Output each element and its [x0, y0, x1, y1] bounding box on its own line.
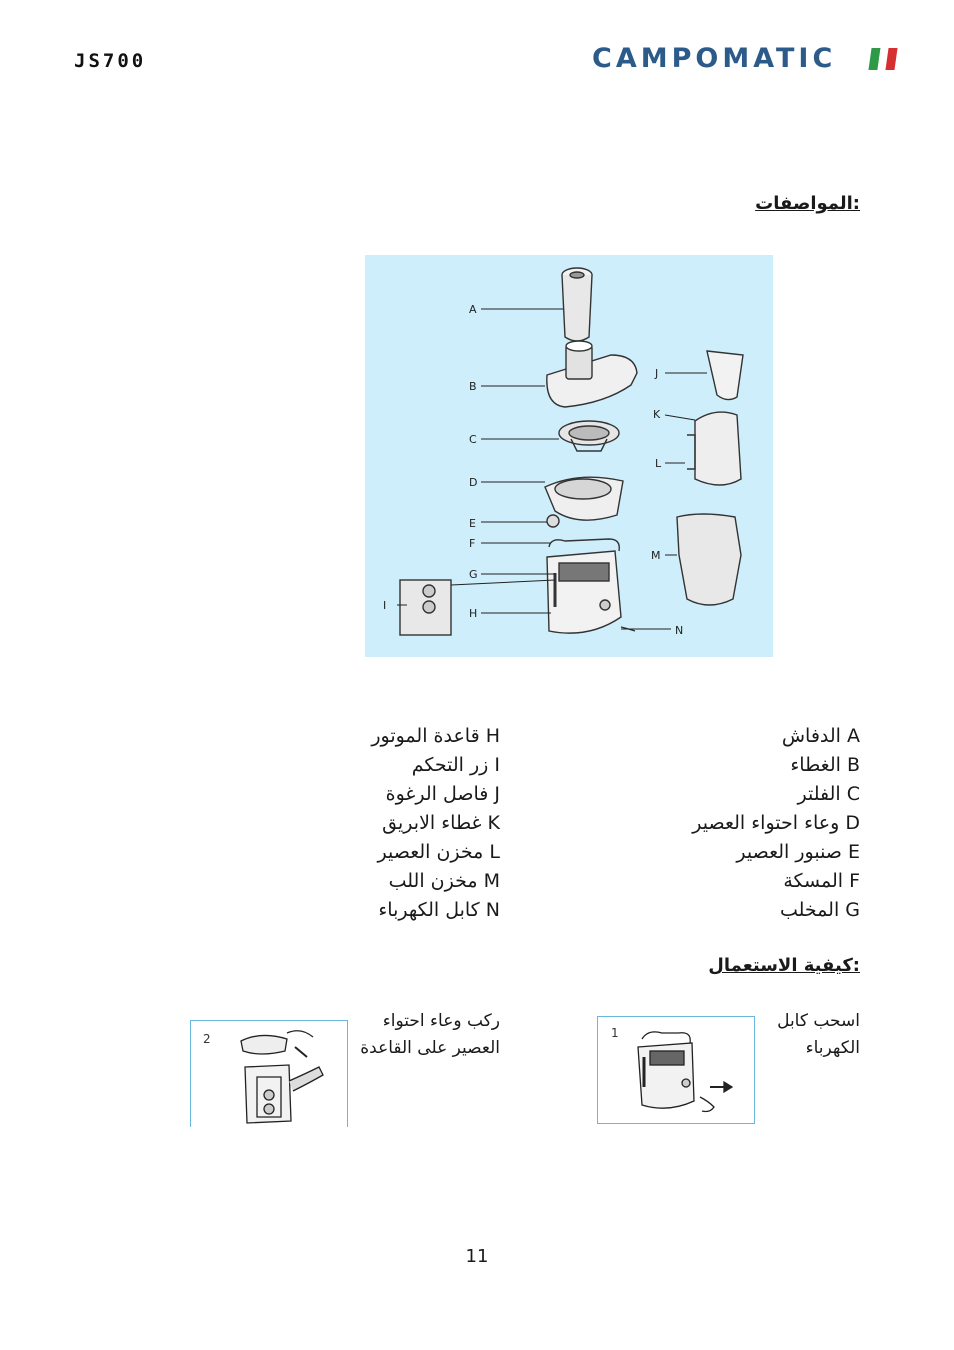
exploded-parts-diagram [365, 255, 773, 657]
part-item: K غطاء الابريق [382, 812, 500, 834]
diagram-label-l: L [655, 457, 662, 470]
diagram-label-n: N [675, 624, 684, 637]
part-item: H قاعدة الموتور [371, 725, 500, 747]
part-item: A الدفاش [781, 725, 860, 747]
step-2-illustration [190, 1020, 348, 1127]
attach-collector-drawing [191, 1021, 347, 1127]
diagram-label-a: A [469, 303, 477, 316]
diagram-label-h: H [469, 607, 478, 620]
usage-heading: :كيفية الاستعمال [708, 955, 860, 976]
part-item: L مخزن العصير [377, 841, 500, 863]
part-item: I زر التحكم [411, 754, 500, 776]
part-item: B الغطاء [790, 754, 860, 776]
diagram-label-j: J [655, 367, 659, 380]
froth-separator-part [707, 351, 743, 400]
diagram-label-i: I [383, 599, 387, 612]
pusher-part [562, 268, 592, 341]
diagram-label-c: C [469, 433, 477, 446]
step-1-text: اسحب كابل الكهرباء [777, 1011, 860, 1058]
juice-jug-part [687, 412, 741, 485]
diagram-label-f: F [469, 537, 476, 550]
filter-part [559, 421, 619, 451]
italy-flag-icon [868, 48, 897, 70]
control-panel-inset [400, 580, 451, 635]
step-1-illustration [597, 1016, 755, 1124]
motor-base-part [547, 539, 621, 633]
part-item: J فاصل الرغوة [385, 783, 500, 805]
diagram-label-b: B [469, 380, 477, 393]
unplug-cable-drawing [598, 1017, 754, 1123]
pulp-container-part [677, 514, 741, 605]
step-2-number: 2 [203, 1032, 211, 1046]
step-2-text: ركب وعاء احتواء العصير على القاعدة [360, 1011, 500, 1058]
brand-logo [592, 44, 896, 74]
parts-list-a-g [692, 722, 860, 925]
part-item: F المسكة [783, 870, 860, 892]
specs-heading: :المواصفات [755, 193, 860, 214]
page-number: 11 [465, 1246, 489, 1267]
part-item: D وعاء احتواء العصير [692, 812, 860, 834]
parts-list-h-n [371, 722, 500, 925]
part-item: M مخزن اللب [388, 870, 500, 892]
diagram-label-m: M [651, 549, 661, 562]
part-item: G المخلب [779, 899, 860, 921]
juice-collector-part [545, 477, 623, 527]
diagram-label-e: E [469, 517, 476, 530]
diagram-label-d: D [469, 476, 478, 489]
diagram-label-k: K [653, 408, 661, 421]
step-1-number: 1 [611, 1026, 619, 1040]
cover-part [547, 341, 637, 407]
diagram-drawing [365, 255, 773, 657]
part-item: C الفلتر [797, 783, 860, 805]
diagram-label-g: G [469, 568, 478, 581]
model-name: JS700 [74, 50, 147, 72]
part-item: N كابل الكهرباء [378, 899, 500, 921]
part-item: E صنبور العصير [736, 841, 860, 863]
brand-name: CAMPOMATIC [592, 43, 837, 74]
